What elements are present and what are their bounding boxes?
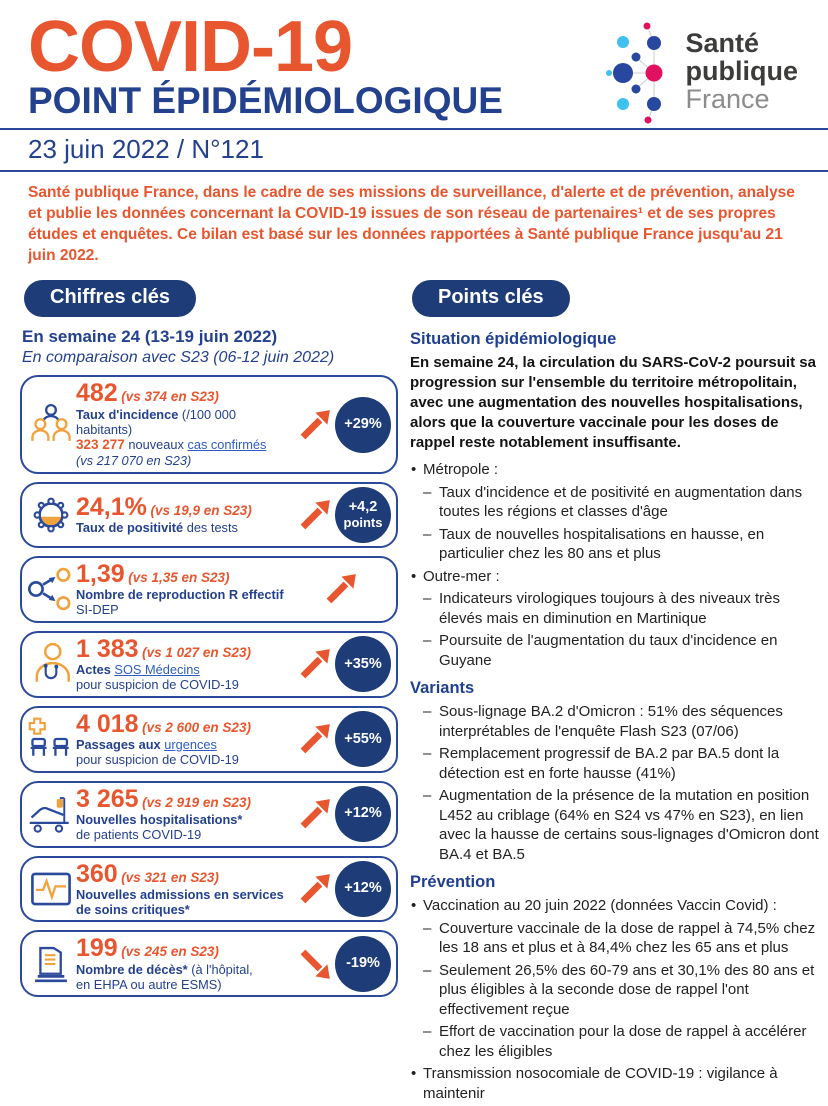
badge-value: +55% bbox=[344, 730, 382, 747]
incidence-value: 482 bbox=[76, 379, 118, 408]
card-deces bbox=[20, 930, 398, 997]
metropole-item: – Taux d'incidence et de positivité en augmentation dans toutes les régions et classes d'âge bbox=[410, 483, 820, 522]
variants-heading: Variants bbox=[410, 679, 475, 697]
urgences-vs: (vs 2 600 en S23) bbox=[142, 719, 251, 735]
card-urgences bbox=[20, 706, 398, 773]
new-cases-text: nouveaux bbox=[124, 437, 188, 453]
trend-up-arrow-icon bbox=[297, 408, 333, 442]
sos-label: Actes bbox=[76, 661, 115, 677]
situation-heading: Situation épidémiologique bbox=[410, 330, 617, 349]
urgences-label-line2: pour suspicion de COVID-19 bbox=[76, 752, 239, 768]
deces-vs: (vs 245 en S23) bbox=[121, 944, 219, 960]
badge-value: +29% bbox=[344, 415, 382, 432]
hospit-label-line2: de patients COVID-19 bbox=[76, 827, 202, 843]
badge-unit: points bbox=[343, 514, 383, 530]
r-label: Nombre de reproduction R effectif bbox=[76, 587, 284, 603]
critiques-value: 360 bbox=[76, 859, 118, 888]
urgences-label: Passages aux bbox=[76, 736, 165, 752]
card-taux-positivite bbox=[20, 482, 398, 548]
positivity-gauge-icon bbox=[28, 490, 74, 540]
sos-value: 1 383 bbox=[76, 634, 139, 663]
card-text bbox=[76, 861, 295, 918]
card-text bbox=[76, 561, 321, 618]
badge-value: +12% bbox=[344, 880, 382, 897]
sos-medecins-link[interactable]: SOS Médecins bbox=[114, 661, 200, 677]
spf-logo-text bbox=[686, 29, 798, 115]
positivity-label: Taux de positivité bbox=[76, 520, 184, 536]
week-comparison: En comparaison avec S23 (06-12 juin 2022) bbox=[22, 349, 335, 367]
trend-up-arrow-icon bbox=[297, 647, 333, 681]
hospit-value: 3 265 bbox=[76, 784, 139, 813]
change-badge bbox=[335, 861, 391, 917]
bulletin-subtitle: POINT ÉPIDÉMIOLOGIQUE bbox=[28, 80, 503, 122]
change-badge bbox=[335, 487, 391, 543]
card-sos-medecins bbox=[20, 631, 398, 698]
badge-value: +12% bbox=[344, 805, 382, 822]
logo-sante: Santé bbox=[685, 28, 760, 59]
header bbox=[0, 0, 828, 128]
badge-value: -19% bbox=[346, 955, 380, 972]
badge-value: +35% bbox=[344, 655, 382, 672]
card-soins-critiques bbox=[20, 856, 398, 923]
change-badge bbox=[335, 636, 391, 692]
critiques-vs: (vs 321 en S23) bbox=[121, 869, 219, 885]
emergency-icon bbox=[28, 714, 74, 764]
sos-vs: (vs 1 027 en S23) bbox=[142, 644, 251, 660]
hospit-vs: (vs 2 919 en S23) bbox=[142, 794, 251, 810]
card-r-effectif bbox=[20, 556, 398, 623]
sos-label-line2: pour suspicion de COVID-19 bbox=[76, 677, 239, 693]
spf-logo-dots-icon bbox=[606, 16, 680, 128]
trend-up-arrow-icon bbox=[323, 572, 359, 606]
people-icon bbox=[28, 400, 74, 450]
intro-paragraph: Santé publique France, dans le cadre de ses missions de surveillance, d'alerte et de prévention, analyse et publie les données concernant la COVID-19 issues de son réseau de partenaires¹ et de ses propres études et enquêtes. Ce bilan est basé sur les données rapportées à Santé publique France jusqu'au 21 juin 2022. bbox=[28, 184, 795, 265]
date-issue-number: 23 juin 2022 / N°121 bbox=[28, 134, 264, 164]
card-hospitalisations bbox=[20, 781, 398, 848]
card-text bbox=[76, 380, 295, 468]
hospital-bed-icon bbox=[28, 789, 74, 839]
r-source: SI-DEP bbox=[76, 602, 119, 618]
logo-france: France bbox=[685, 84, 770, 115]
r-number-icon bbox=[28, 564, 74, 614]
critiques-label-line2: de soins critiques* bbox=[76, 902, 190, 918]
incidence-vs: (vs 374 en S23) bbox=[121, 389, 219, 405]
deces-label-line2: en EHPA ou autre ESMS) bbox=[76, 977, 222, 993]
chiffres-cles-pill: Chiffres clés bbox=[24, 280, 196, 317]
spf-logo bbox=[606, 16, 798, 128]
change-badge bbox=[335, 397, 391, 453]
ekg-monitor-icon bbox=[28, 864, 74, 914]
card-text bbox=[76, 494, 295, 536]
positivity-vs: (vs 19,9 en S23) bbox=[150, 502, 252, 518]
vaccination-item: – Couverture vaccinale de la dose de rappel à 74,5% chez les 18 ans et plus et à 84,4% chez les 65 ans et plus bbox=[410, 919, 820, 958]
card-text bbox=[76, 786, 295, 843]
trend-down-arrow-icon bbox=[297, 947, 333, 981]
incidence-label-detail: (/100 000 habitants) bbox=[76, 406, 237, 437]
deces-value: 199 bbox=[76, 934, 118, 963]
deces-label: Nombre de décès* bbox=[76, 961, 188, 977]
positivity-label-detail: des tests bbox=[183, 520, 238, 536]
variants-item: – Augmentation de la présence de la mutation en position L452 au criblage (64% en S24 vs 47% en S23), en lien avec la hausse de certains sous-lignages d'Omicron dont BA.4 et BA.5 bbox=[410, 786, 820, 864]
outremer-bullet: • Outre-mer : bbox=[410, 567, 820, 587]
week-heading: En semaine 24 (13-19 juin 2022) bbox=[22, 327, 278, 347]
title-block bbox=[28, 7, 503, 122]
transmission-bullet: • Transmission nosocomiale de COVID-19 : vigilance à maintenir bbox=[410, 1064, 820, 1103]
deces-label-detail: (à l'hôpital, bbox=[187, 961, 253, 977]
card-taux-incidence bbox=[20, 375, 398, 473]
urgences-value: 4 018 bbox=[76, 709, 139, 738]
trend-up-arrow-icon bbox=[297, 722, 333, 756]
change-badge bbox=[335, 786, 391, 842]
metropole-item: – Taux de nouvelles hospitalisations en hausse, en particulier chez les 80 ans et plus bbox=[410, 525, 820, 564]
prevention-heading: Prévention bbox=[410, 873, 496, 891]
card-text bbox=[76, 711, 295, 768]
critiques-label: Nouvelles admissions en services bbox=[76, 886, 284, 902]
outremer-item: – Indicateurs virologiques toujours à des niveaux très élevés mais en diminution en Martinique bbox=[410, 589, 820, 628]
trend-up-arrow-icon bbox=[297, 797, 333, 831]
metropole-bullet: • Métropole : bbox=[410, 460, 820, 480]
urgences-link[interactable]: urgences bbox=[164, 736, 217, 752]
badge-value: +4,2 bbox=[348, 499, 378, 516]
cas-confirmes-link[interactable]: cas confirmés bbox=[187, 437, 267, 453]
logo-publique: publique bbox=[685, 56, 798, 87]
situation-lead: En semaine 24, la circulation du SARS-CoV-2 poursuit sa progression sur l'ensemble du territoire métropolitain, avec une augmentation des nouvelles hospitalisations, alors que la couverture vaccinale pour les doses de rappel reste notablement insuffisante. bbox=[410, 354, 816, 452]
outremer-item: – Poursuite de l'augmentation du taux d'incidence en Guyane bbox=[410, 631, 820, 670]
trend-up-arrow-icon bbox=[297, 872, 333, 906]
points-cles-pill: Points clés bbox=[412, 280, 570, 317]
trend-up-arrow-icon bbox=[297, 498, 333, 532]
chiffres-cles-column bbox=[20, 280, 398, 1106]
hospit-label: Nouvelles hospitalisations* bbox=[76, 811, 243, 827]
incidence-sub: (vs 217 070 en S23) bbox=[76, 453, 192, 469]
r-value: 1,39 bbox=[76, 559, 125, 588]
covid-title: COVID-19 bbox=[28, 7, 353, 87]
r-vs: (vs 1,35 en S23) bbox=[128, 569, 230, 585]
positivity-value: 24,1% bbox=[76, 492, 147, 521]
memorial-icon bbox=[28, 939, 74, 989]
vaccination-bullet: • Vaccination au 20 juin 2022 (données Vaccin Covid) : bbox=[410, 896, 820, 916]
card-text bbox=[76, 935, 295, 992]
incidence-label: Taux d'incidence bbox=[76, 406, 179, 422]
points-cles-column bbox=[410, 280, 822, 1106]
card-text bbox=[76, 636, 295, 693]
vaccination-item: – Seulement 26,5% des 60-79 ans et 30,1% des 80 ans et plus éligibles à la seconde dose de rappel l'ont effectivement reçue bbox=[410, 961, 820, 1020]
variants-item: – Remplacement progressif de BA.2 par BA.5 dont la détection est en forte hausse (41%) bbox=[410, 744, 820, 783]
variants-item: – Sous-lignage BA.2 d'Omicron : 51% des séquences interprétables de l'enquête Flash S23 (07/06) bbox=[410, 702, 820, 741]
change-badge bbox=[335, 711, 391, 767]
doctor-icon bbox=[28, 639, 74, 689]
new-cases-value: 323 277 bbox=[76, 437, 125, 453]
content-columns bbox=[0, 266, 828, 1106]
change-badge bbox=[335, 936, 391, 992]
vaccination-item: – Effort de vaccination pour la dose de rappel à accélérer chez les éligibles bbox=[410, 1022, 820, 1061]
